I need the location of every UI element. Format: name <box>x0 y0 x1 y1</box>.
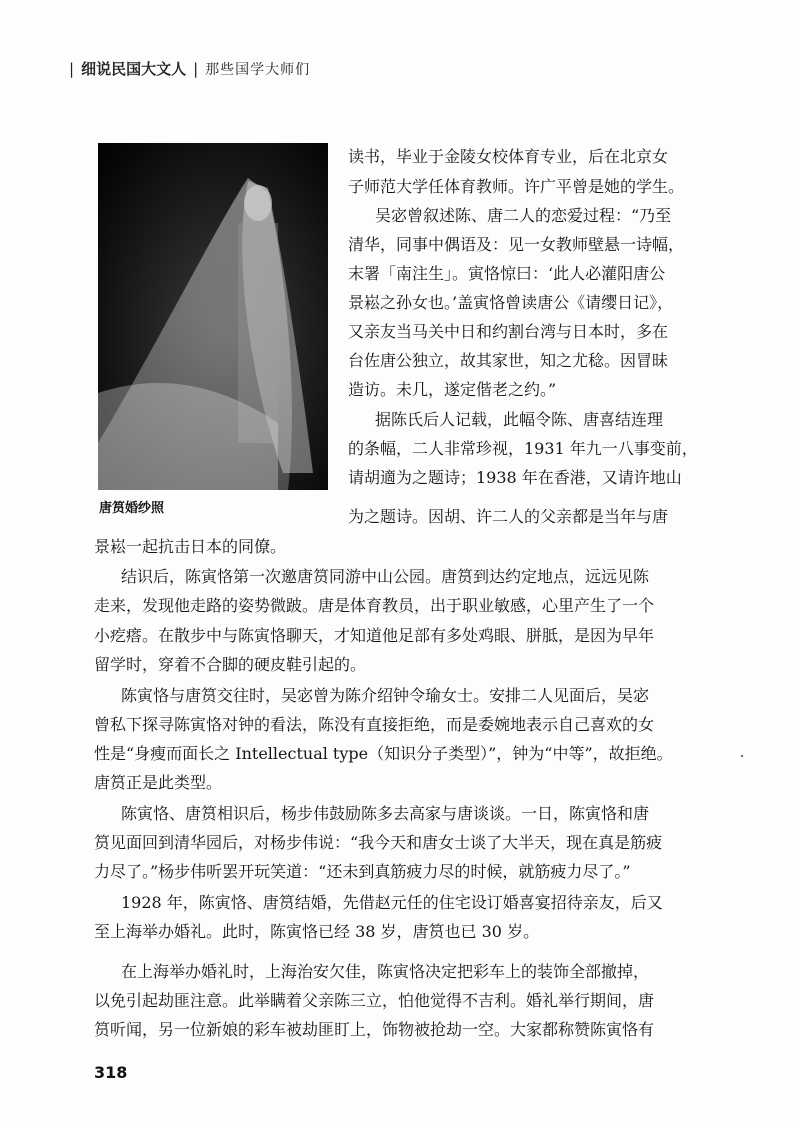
page-number: 318 <box>94 1063 128 1082</box>
text-line: 请胡適为之题诗；1938 年在香港，又请许地山 <box>348 468 682 487</box>
header-subtitle: 那些国学大师们 <box>205 62 311 78</box>
text-line: 以免引起劫匪注意。此举瞒着父亲陈三立，怕他觉得不吉利。婚礼举行期间，唐 <box>94 991 655 1010</box>
text-line: 1928 年，陈寅恪、唐筼结婚，先借赵元任的住宅设订婚喜宴招待亲友，后又 <box>121 893 663 912</box>
text-line: 景崧一起抗击日本的同僚。 <box>94 537 287 556</box>
text-line: 筼见面回到清华园后，对杨步伟说：“我今天和唐女士谈了大半天，现在真是筋疲 <box>94 833 663 852</box>
text-line: 台佐唐公独立，故其家世，知之尤稔。因冒昧 <box>348 351 669 370</box>
text-line: 景崧之孙女也。’盖寅恪曾读唐公《请缨日记》， <box>348 293 674 312</box>
photo-caption: 唐筼婚纱照 <box>99 501 165 516</box>
text-line: 为之题诗。因胡、许二人的父亲都是当年与唐 <box>348 507 669 526</box>
header-divider: | <box>193 60 199 78</box>
text-line: 筼听闻，另一位新娘的彩车被劫匪盯上，饰物被抢劫一空。大家都称赞陈寅恪有 <box>94 1020 655 1039</box>
text-line: 读书，毕业于金陵女校体育专业，后在北京女 <box>348 147 669 166</box>
header-divider: | <box>69 60 75 78</box>
text-line: 在上海举办婚礼时，上海治安欠佳，陈寅恪决定把彩车上的装饰全部撤掉， <box>121 962 650 981</box>
text-line: 末署「南注生」。寅恪惊曰：‘此人必灌阳唐公 <box>348 264 666 283</box>
text-line: 造访。未几，遂定偕老之约。” <box>348 380 557 399</box>
text-line: 结识后，陈寅恪第一次邀唐筼同游中山公园。唐筼到达约定地点，远远见陈 <box>121 567 650 586</box>
text-line: 至上海举办婚礼。此时，陈寅恪已经 38 岁，唐筼也已 30 岁。 <box>94 922 540 941</box>
text-line: 陈寅恪与唐筼交往时，吴宓曾为陈介绍钟令瑜女士。安排二人见面后，吴宓 <box>121 686 650 705</box>
text-line: 留学时，穿着不合脚的硬皮鞋引起的。 <box>94 655 367 674</box>
wedding-photo <box>98 143 328 490</box>
text-line: 唐筼正是此类型。 <box>94 773 223 792</box>
text-line: 据陈氏后人记载，此幅令陈、唐喜结连理 <box>375 410 664 429</box>
speck <box>741 755 743 757</box>
text-line: 曾私下探寻陈寅恪对钟的看法，陈没有直接拒绝，而是委婉地表示自己喜欢的女 <box>94 715 655 734</box>
wedding-photo-image <box>98 143 328 490</box>
header-book-title: 细说民国大文人 <box>81 60 187 78</box>
text-line: 清华，同事中偶语及：见一女教师壁悬一诗幅， <box>348 235 685 254</box>
text-line: 力尽了。”杨步伟听罢开玩笑道：“还未到真筋疲力尽的时候，就筋疲力尽了。” <box>94 862 631 881</box>
text-line: 子师范大学任体育教师。许广平曾是她的学生。 <box>348 177 685 196</box>
text-line: 走来，发现他走路的姿势微跛。唐是体育教员，出于职业敏感，心里产生了一个 <box>94 596 655 615</box>
text-line: 陈寅恪、唐筼相识后，杨步伟鼓励陈多去高家与唐谈谈。一日，陈寅恪和唐 <box>121 804 650 823</box>
text-line: 吴宓曾叙述陈、唐二人的恋爱过程：“乃至 <box>375 206 672 225</box>
running-header <box>62 58 310 79</box>
text-line: 小疙瘩。在散步中与陈寅恪聊天，才知道他足部有多处鸡眼、胼胝，是因为早年 <box>94 626 655 645</box>
text-line: 性是“身瘦而面长之 Intellectual type（知识分子类型）”，钟为“中等”，故拒绝。 <box>94 744 673 763</box>
text-line: 又亲友当马关中日和约割台湾与日本时，多在 <box>348 322 669 341</box>
text-line: 的条幅，二人非常珍视，1931 年九一八事变前， <box>348 439 698 458</box>
